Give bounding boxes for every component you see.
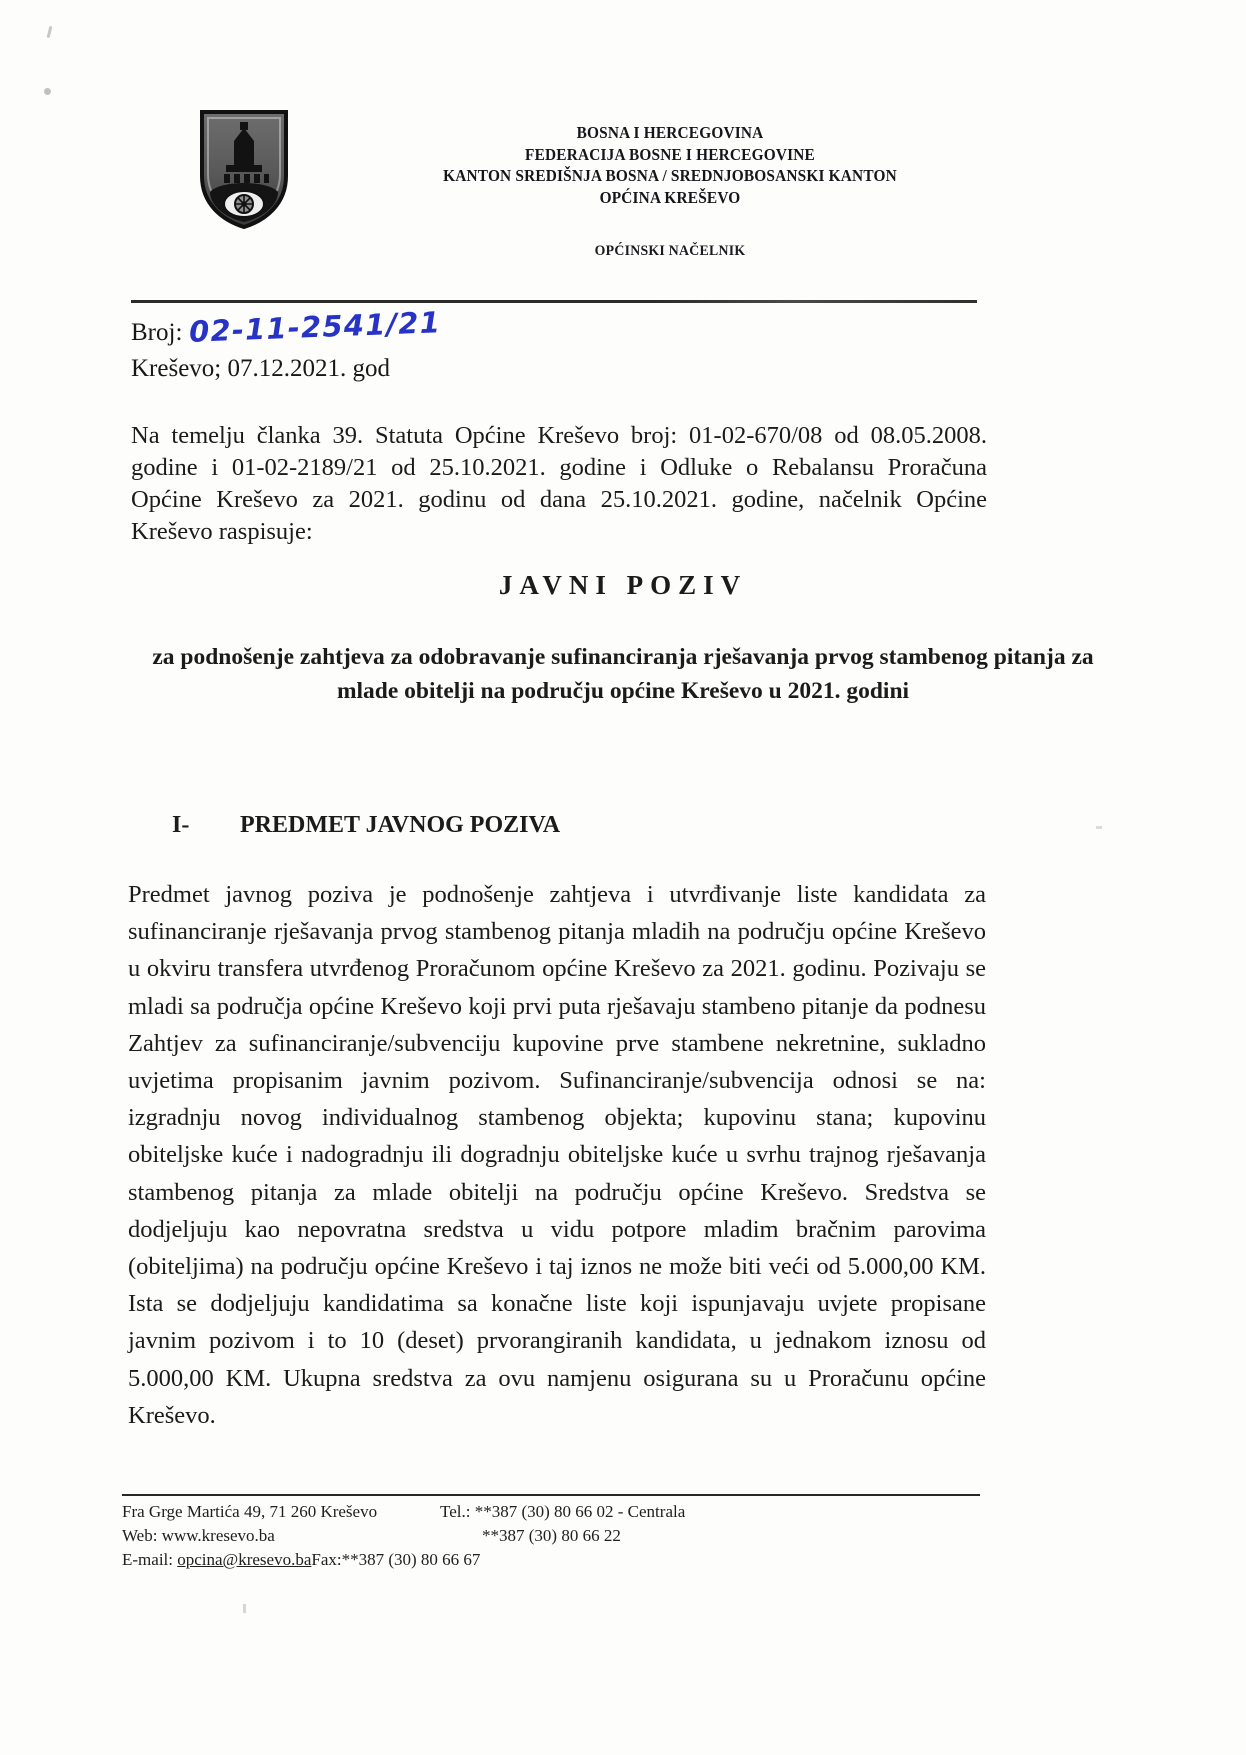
org-line-municipality: OPĆINA KREŠEVO: [599, 187, 741, 207]
section-numeral: I-: [172, 812, 190, 838]
scan-artifact: [44, 88, 51, 95]
broj-handwritten-value: 02-11-2541/21: [188, 305, 443, 349]
broj-row: [131, 305, 443, 351]
footer-email-link[interactable]: opcina@kresevo.ba: [177, 1550, 312, 1569]
section-body-paragraph: Predmet javnog poziva je podnošenje zahtjeva i utvrđivanje liste kandidata za sufinanciranje rješavanja prvog stambenog pitanja mladih na području općine Kreševo u okviru transfera utvrđenog Proračunom općine Kreševo za 2021. godinu. Pozivaju se mladi sa područja općine Kreševo koji prvi puta rješavaju stambeno pitanje da podnesu Zahtjev za sufinanciranje/subvenciju kupovine prve stambene nekretnine, sukladno uvjetima propisanim javnim pozivom. Sufinanciranje/subvencija odnosi se na: izgradnju novog individualnog stambenog objekta; kupovinu stana; kupovinu obiteljske kuće i nadogradnju ili dogradnju obiteljske kuće u svrhu trajnog rješavanja stambenog pitanja za mlade obitelji na području općine Kreševo. Sredstva se dodjeljuju kao nepovratna sredstva u vidu potpore mladim bračnim parovima (obiteljima) na području općine Kreševo i taj iznos ne može biti veći od 5.000,00 KM. Ista se dodjeljuju kandidatima sa konačne liste koji ispunjavaju uvjete propisane javnim pozivom i to 10 (deset) prvorangiranih kandidata, u jednakom iznosu od 5.000,00 KM. Ukupna sredstva za ovu namjenu osigurana su u Proračunu općine Kreševo.: [128, 881, 986, 1429]
footer-tel-central: Tel.: **387 (30) 80 66 02 - Centrala: [440, 1502, 686, 1521]
footer-tel-secondary: **387 (30) 80 66 22: [482, 1526, 621, 1545]
org-line-country: BOSNA I HERCEGOVINA: [576, 123, 764, 142]
letterhead: [0, 108, 1246, 278]
place-date: Kreševo; 07.12.2021. god: [131, 355, 390, 382]
section-heading: [172, 812, 560, 839]
scan-artifact: [1096, 826, 1102, 829]
office-title: OPĆINSKI NAČELNIK: [594, 243, 746, 259]
page-subtitle: za podnošenje zahtjeva za odobravanje sufinanciranja rješavanja prvog stambenog pitanja za mlade obitelji na području općine Kreševo u 2021. godini: [152, 644, 1094, 704]
footer-left-column: [122, 1500, 480, 1572]
intro-paragraph: Na temelju članka 39. Statuta Općine Kreševo broj: 01-02-670/08 od 08.05.2008. godine i 01-02-2189/21 od 25.10.2021. godine i Odluke o Rebalansu Proračuna Općine Kreševo za 2021. godinu od dana 25.10.2021. godine, načelnik Općine Kreševo raspisuje:: [131, 422, 987, 545]
coat-of-arms-icon: [196, 108, 292, 230]
org-line-canton: KANTON SREDIŠNJA BOSNA / SREDNJOBOSANSKI KANTON: [443, 166, 897, 185]
footer-fax: Fax:**387 (30) 80 66 67: [311, 1550, 481, 1569]
footer-web: Web: www.kresevo.ba: [122, 1526, 275, 1545]
footer-divider: [122, 1494, 980, 1496]
org-line-federation: FEDERACIJA BOSNE I HERCEGOVINE: [525, 144, 815, 164]
footer-right-column: [440, 1500, 685, 1548]
document-meta: [131, 305, 443, 387]
section-heading-label: PREDMET JAVNOG POZIVA: [240, 812, 561, 838]
page-title: JAVNI POZIV: [498, 570, 748, 600]
footer-email-row: [122, 1548, 480, 1572]
scan-artifact: [47, 26, 53, 38]
scan-artifact: [243, 1604, 246, 1613]
header-divider: [131, 300, 977, 303]
footer-email-label: E-mail:: [122, 1550, 178, 1569]
footer-address: Fra Grge Martića 49, 71 260 Kreševo: [122, 1502, 378, 1521]
organization-lines: [354, 122, 986, 208]
broj-label: Broj:: [131, 319, 183, 346]
